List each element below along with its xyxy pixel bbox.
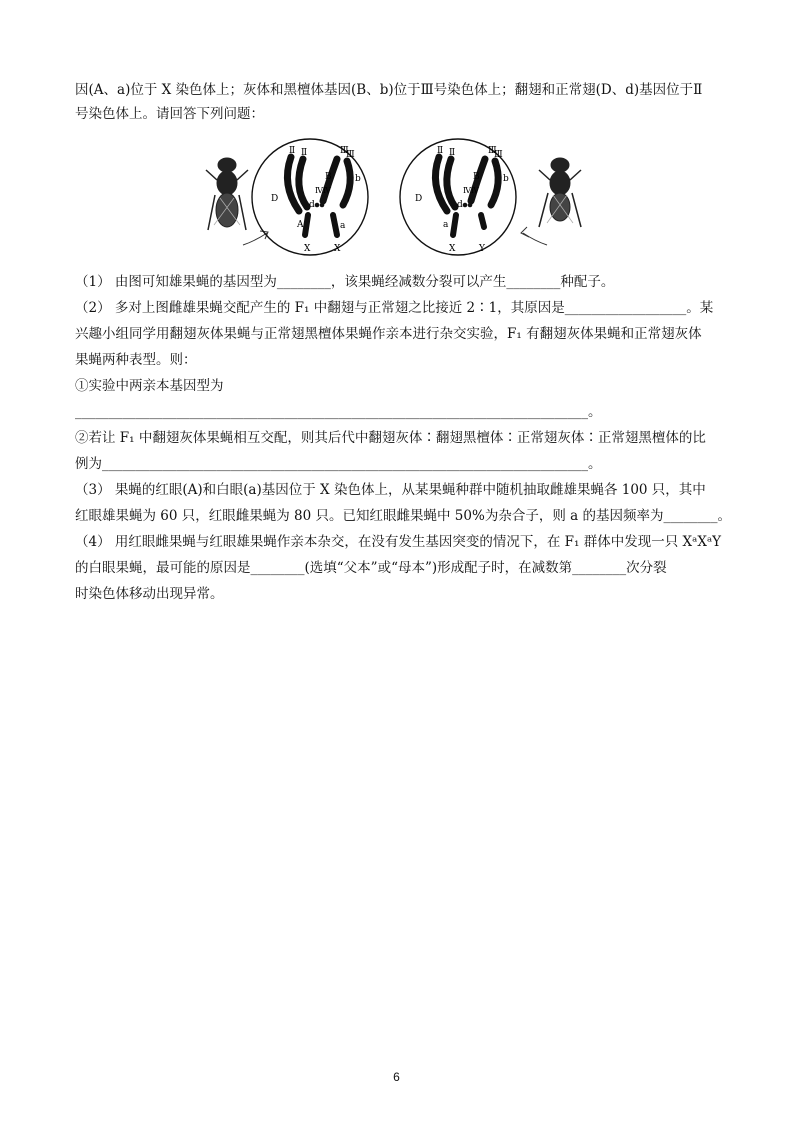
text-line-2: 号染色体上。请回答下列问题： — [75, 106, 264, 122]
gene-label: B — [325, 172, 332, 182]
text-line-5: 兴趣小组同学用翻翅灰体果蝇与正常翅黑檀体果蝇作亲本进行杂交实验，F₁ 有翻翅灰体果蝇和正常翅灰体 — [75, 326, 702, 342]
arrow-right-icon — [523, 233, 547, 245]
gene-label: D — [415, 194, 423, 204]
text-line-15: 时染色体移动出现异常。 — [75, 586, 224, 602]
page-number: 6 — [393, 1070, 400, 1084]
text-line-9: ②若让 F₁ 中翻翅灰体果蝇相互交配，则其后代中翻翅灰体∶翻翅黑檀体∶正常翅灰体∶正常翅黑檀体的比 — [75, 430, 706, 446]
gene-label: D — [271, 194, 279, 204]
chromosome-label: Ⅲ — [346, 150, 355, 160]
male-fly-icon — [539, 158, 581, 227]
gene-label: b — [355, 174, 361, 184]
chromosome-label: X — [334, 244, 341, 254]
chromosome-label: X — [449, 244, 456, 254]
chromosome-label: Ⅲ — [340, 146, 349, 156]
text-line-4: （2） 多对上图雌雄果蝇交配产生的 F₁ 中翻翅与正常翅之比接近 2∶1，其原因是__________________。某 — [75, 300, 714, 316]
gene-label: d — [457, 200, 463, 210]
text-line-7: ①实验中两亲本基因型为 — [75, 378, 224, 394]
gene-label: a — [443, 220, 449, 230]
female-fly-icon — [206, 158, 248, 230]
chromosome-label: X — [304, 244, 311, 254]
gene-label: b — [503, 174, 509, 184]
gene-label: A — [297, 220, 304, 230]
text-line-11: （3） 果蝇的红眼(A)和白眼(a)基因位于 X 染色体上，从某果蝇种群中随机抽取雌雄果蝇各 100 只，其中 — [75, 482, 706, 498]
text-line-3: （1） 由图可知雄果蝇的基因型为________，该果蝇经减数分裂可以产生________种配子。 — [75, 274, 615, 290]
chromosome-label: Ⅱ — [437, 146, 444, 156]
gene-label: a — [340, 221, 346, 231]
text-line-10: 例为________________________________________________________________________。 — [75, 456, 602, 472]
text-line-12: 红眼雄果蝇为 60 只，红眼雌果蝇为 80 只。已知红眼雌果蝇中 50%为杂合子，则 a 的基因频率为________。 — [75, 508, 731, 524]
chromosome-label: Ⅲ — [494, 150, 503, 160]
text-line-6: 果蝇两种表型。则： — [75, 352, 197, 368]
chromosome-label: Ⅱ — [289, 146, 296, 156]
right-cell — [400, 139, 516, 255]
left-cell — [252, 139, 368, 255]
chromosome-label: Ⅳ — [323, 186, 331, 195]
chromosome-label: Ⅳ — [463, 186, 471, 195]
text-line-14: 的白眼果蝇，最可能的原因是________(选填“父本”或“母本”)形成配子时，在减数第________次分裂 — [75, 560, 667, 576]
chromosome-label: Ⅳ — [471, 186, 479, 195]
chromosome-label: Y — [479, 244, 485, 254]
chromosome-label: Ⅲ — [488, 146, 497, 156]
chromosome-label: Ⅱ — [301, 148, 308, 158]
chromosome-label: Ⅳ — [315, 186, 323, 195]
text-line-13: （4） 用红眼雌果蝇与红眼雄果蝇作亲本杂交，在没有发生基因突变的情况下，在 F₁ 群体中发现一只 XᵃXᵃY — [75, 534, 722, 550]
chromosome-figure — [205, 135, 585, 260]
gene-label: B — [473, 172, 480, 182]
gene-label: d — [309, 200, 315, 210]
text-line-1: 因(A、a)位于 X 染色体上；灰体和黑檀体基因(B、b)位于Ⅲ号染色体上；翻翅和正常翅(D、d)基因位于Ⅱ — [75, 82, 703, 98]
chromosome-label: Ⅱ — [449, 148, 456, 158]
text-line-8: ____________________________________________________________________________。 — [75, 404, 602, 420]
arrow-left-icon — [243, 233, 267, 245]
